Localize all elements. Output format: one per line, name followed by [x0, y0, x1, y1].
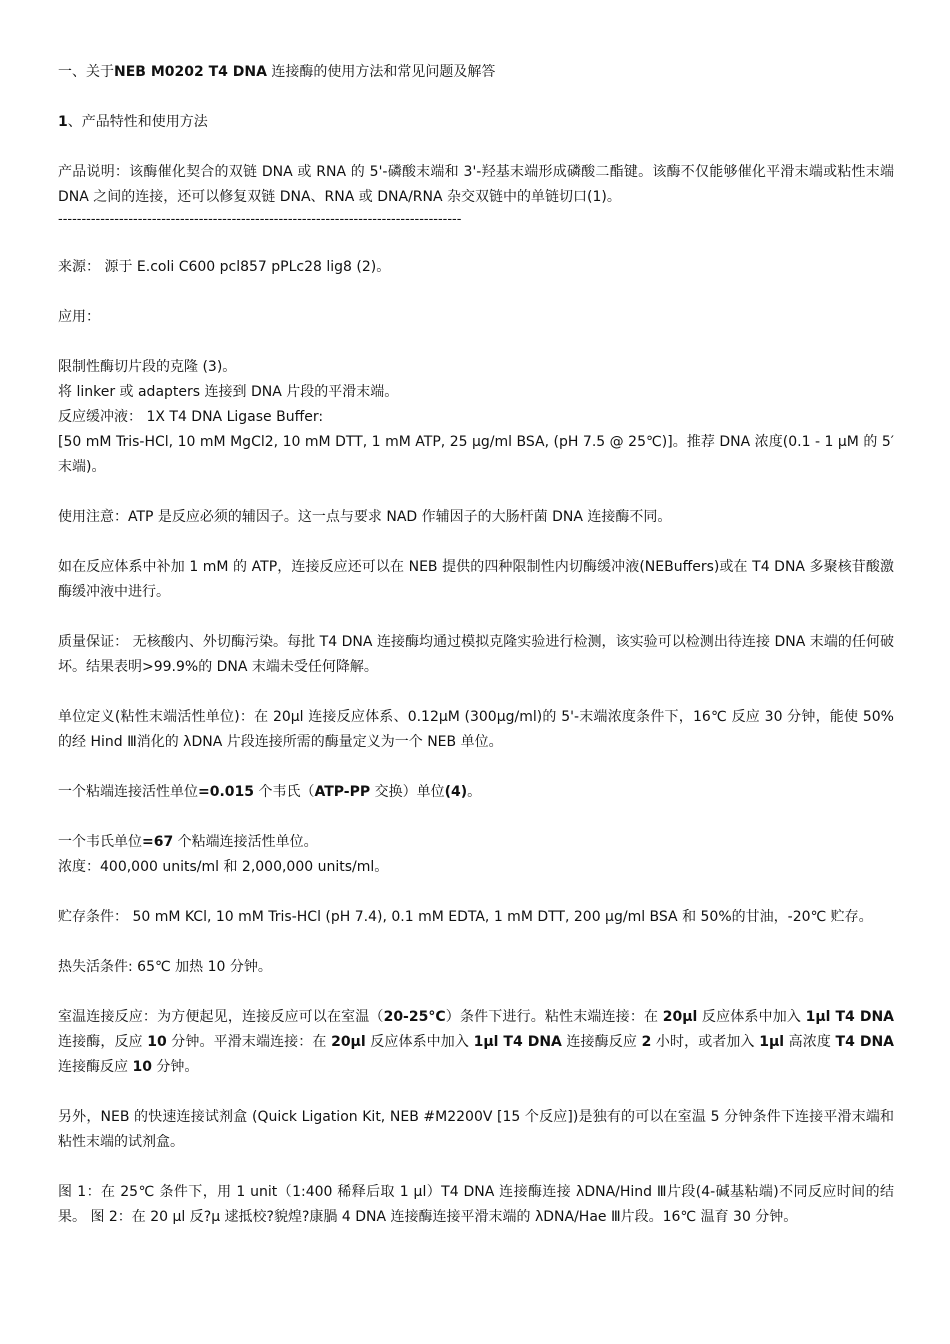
- unit-eq1-value: =0.015: [198, 784, 255, 800]
- rt-bold-1: 20-25°C: [383, 1009, 446, 1025]
- rt-text-10: 连接酶反应: [58, 1059, 133, 1075]
- figure-captions-paragraph: 图 1：在 25℃ 条件下，用 1 unit（1:400 稀释后取 1 μl）T4 DNA 连接酶连接 λDNA/Hind Ⅲ片段(4-碱基粘端)不同反应时间的结果。 图 2：在 20 μl 反?μ 逑抵校?貌煌?康腡 4 DNA 连接酶连接平滑末端的 λDNA/Hae Ⅲ片段。16℃ 温育 30 分钟。: [58, 1184, 894, 1225]
- buffer-composition: [50 mM Tris-HCl, 10 mM MgCl2, 10 mM DTT, 1 mM ATP, 25 μg/ml BSA, (pH 7.5 @ 25℃)]。推荐 DNA 浓度(0.1 - 1 μM 的 5′末端)。: [58, 434, 894, 475]
- rt-text-11: 分钟。: [151, 1059, 199, 1075]
- section-number: 1: [58, 114, 68, 130]
- rt-text-4: 连接酶，反应: [58, 1034, 148, 1050]
- heat-inactivation-paragraph: 热失活条件: 65℃ 加热 10 分钟。: [58, 959, 272, 975]
- unit-equivalence-1: [58, 780, 894, 805]
- rt-text-6: 反应体系中加入: [365, 1034, 474, 1050]
- section-title: 、产品特性和使用方法: [67, 114, 208, 130]
- rt-text-3: 反应体系中加入: [697, 1009, 806, 1025]
- source-paragraph: 来源： 源于 E.coli C600 pcl857 pPLc28 lig8 (2)。: [58, 259, 391, 275]
- rt-bold-7: 2: [641, 1034, 652, 1050]
- rt-bold-6: 1μl T4 DNA: [473, 1034, 562, 1050]
- unit-eq1-text-c: 个韦氏（: [254, 784, 315, 800]
- unit-eq1-atp-pp: ATP-PP: [314, 784, 371, 800]
- quality-assurance-paragraph: 质量保证： 无核酸内、外切酶污染。每批 T4 DNA 连接酶均通过模拟克隆实验进行检测，该实验可以检测出待连接 DNA 末端的任何破坏。结果表明>99.9%的 DNA 末端未受任何降解。: [58, 634, 894, 675]
- quick-ligation-kit-paragraph: 另外，NEB 的快速连接试剂盒 (Quick Ligation Kit, NEB #M2200V [15 个反应])是独有的可以在室温 5 分钟条件下连接平滑末端和粘性末端的试剂盒。: [58, 1109, 894, 1150]
- buffer-label: 反应缓冲液： 1X T4 DNA Ligase Buffer:: [58, 409, 324, 425]
- application-item-linker: 将 linker 或 adapters 连接到 DNA 片段的平滑末端。: [58, 384, 399, 400]
- unit-eq1-text-a: 一个粘端连接活性单位: [58, 784, 198, 800]
- unit-definition-paragraph: 单位定义(粘性末端活性单位)：在 20μl 连接反应体系、0.12μM (300μg/ml)的 5'-末端浓度条件下，16℃ 反应 30 分钟，能使 50% 的经 Hind Ⅲ消化的 λDNA 片段连接所需的酶量定义为一个 NEB 单位。: [58, 709, 894, 750]
- unit-eq1-reference: (4): [444, 784, 468, 800]
- unit-eq1-text-e: 交换）单位: [370, 784, 445, 800]
- rt-bold-2: 20μl: [662, 1009, 698, 1025]
- title-suffix: 连接酶的使用方法和常见问题及解答: [266, 64, 496, 80]
- unit-equivalence-2: [58, 830, 894, 855]
- document-page: [58, 60, 894, 1230]
- concentration-paragraph: 浓度：400,000 units/ml 和 2,000,000 units/ml。: [58, 859, 389, 875]
- separator-line: --------------------------------------------------------------------------------------: [58, 212, 462, 227]
- rt-text-1: 室温连接反应：为方便起见，连接反应可以在室温（: [58, 1009, 384, 1025]
- rt-bold-5: 20μl: [331, 1034, 366, 1050]
- unit-eq2-value: =67: [142, 834, 174, 850]
- title-prefix: 一、关于: [58, 64, 114, 80]
- rt-text-9: 高浓度: [784, 1034, 836, 1050]
- title-product: NEB M0202 T4 DNA: [114, 64, 267, 80]
- rt-bold-9: T4 DNA: [835, 1034, 894, 1050]
- atp-supplement-paragraph: 如在反应体系中补加 1 mM 的 ATP，连接反应还可以在 NEB 提供的四种限制性内切酶缓冲液(NEBuffers)或在 T4 DNA 多聚核苷酸激酶缓冲液中进行。: [58, 559, 894, 600]
- product-description: 产品说明：该酶催化契合的双链 DNA 或 RNA 的 5'-磷酸末端和 3'-羟基末端形成磷酸二酯键。该酶不仅能够催化平滑末端或粘性末端 DNA 之间的连接，还可以修复双链 DNA、RNA 或 DNA/RNA 杂交双链中的单链切口(1)。: [58, 164, 894, 205]
- application-item-cloning: 限制性酶切片段的克隆 (3)。: [58, 359, 237, 375]
- rt-text-8: 小时，或者加入: [651, 1034, 760, 1050]
- unit-eq2-text-a: 一个韦氏单位: [58, 834, 142, 850]
- rt-bold-3: 1μl T4 DNA: [805, 1009, 895, 1025]
- unit-eq1-period: 。: [467, 784, 482, 800]
- section-heading: [58, 110, 894, 135]
- rt-text-2: ）条件下进行。粘性末端连接：在: [445, 1009, 663, 1025]
- unit-eq2-text-c: 个粘端连接活性单位。: [173, 834, 318, 850]
- rt-bold-10: 10: [132, 1059, 152, 1075]
- rt-text-7: 连接酶反应: [561, 1034, 642, 1050]
- application-heading: 应用：: [58, 309, 100, 325]
- storage-paragraph: 贮存条件： 50 mM KCl, 10 mM Tris-HCl (pH 7.4), 0.1 mM EDTA, 1 mM DTT, 200 μg/ml BSA 和 50%的甘油，-20℃ 贮存。: [58, 909, 873, 925]
- rt-bold-4: 10: [147, 1034, 167, 1050]
- document-title: [58, 60, 894, 85]
- rt-text-5: 分钟。平滑末端连接：在: [166, 1034, 332, 1050]
- rt-bold-8: 1μl: [759, 1034, 785, 1050]
- room-temperature-ligation-paragraph: [58, 1005, 894, 1080]
- usage-note: 使用注意：ATP 是反应必须的辅因子。这一点与要求 NAD 作辅因子的大肠杆菌 DNA 连接酶不同。: [58, 509, 672, 525]
